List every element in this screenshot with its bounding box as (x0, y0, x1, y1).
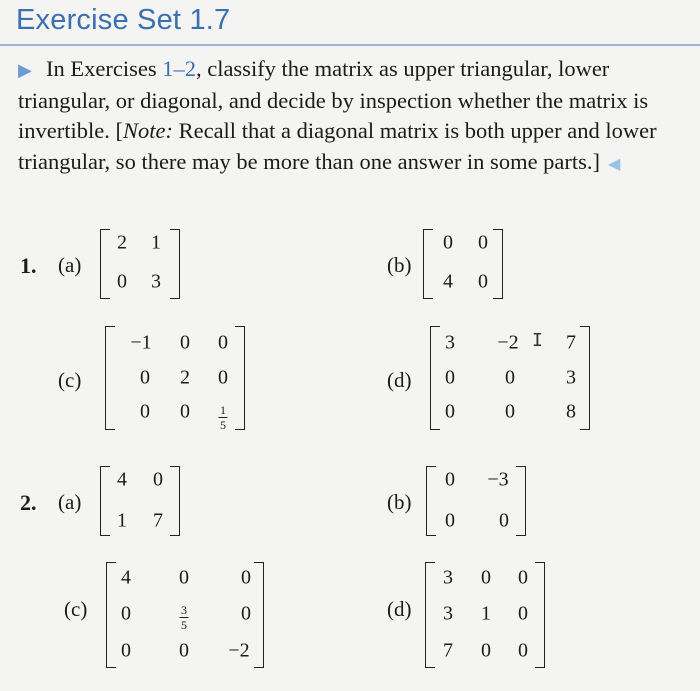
ex2-b-matrix (426, 466, 526, 536)
matrix-cell: 0 (218, 366, 228, 389)
play-triangle-icon[interactable]: ▶ (18, 60, 32, 80)
intro-before: In Exercises (46, 56, 163, 81)
matrix-cell: −2 (497, 331, 519, 354)
fraction-denominator: 5 (220, 418, 226, 432)
matrix-cell: 0 (140, 366, 150, 389)
matrix-cell: 0 (241, 566, 251, 589)
left-bracket (100, 466, 110, 536)
matrix-cell: 0 (445, 400, 455, 423)
matrix-cell: 0 (478, 270, 488, 293)
matrix-cell: 0 (505, 366, 515, 389)
ex1-c-label: (c) (58, 368, 82, 392)
matrix-fraction-cell (180, 597, 189, 631)
intro-after: , classify the matrix as upper triangular, lower triangular, or diagonal, and decide by inspection whether the matrix is invertible. [ (18, 56, 649, 143)
matrix-cell: 3 (443, 566, 453, 589)
instructions-paragraph (18, 54, 683, 180)
right-bracket (254, 562, 264, 668)
matrix-cell: 4 (121, 566, 131, 589)
matrix-cell: 0 (518, 566, 528, 589)
matrix-cell: 4 (443, 270, 453, 293)
matrix-cell: 3 (566, 366, 576, 389)
matrix-cell: 0 (518, 602, 528, 625)
left-bracket (423, 229, 433, 299)
ex2-a-matrix (100, 466, 180, 536)
left-bracket (100, 229, 110, 299)
exercise-range-link[interactable]: 1–2 (162, 56, 196, 81)
ex2-d-label: (d) (387, 597, 412, 621)
matrix-cell: 0 (180, 400, 190, 423)
matrix-cell: 4 (117, 468, 127, 491)
note-label: Note: (122, 118, 173, 143)
matrix-cell: 0 (505, 400, 515, 423)
matrix-cell: 0 (478, 231, 488, 254)
left-bracket (430, 326, 440, 430)
matrix-cell: 0 (481, 566, 491, 589)
ex2-b-label: (b) (387, 490, 412, 514)
matrix-cell: 2 (117, 231, 127, 254)
right-bracket (170, 466, 180, 536)
exercise-set-title: Exercise Set 1.7 (16, 4, 231, 36)
left-bracket (426, 466, 436, 536)
matrix-cell: 3 (151, 270, 161, 293)
ex1-b-matrix (423, 229, 503, 299)
left-bracket (106, 562, 116, 668)
title-divider (0, 44, 700, 46)
right-bracket (235, 326, 245, 430)
matrix-cell: 7 (443, 639, 453, 662)
left-bracket (105, 326, 115, 430)
text-cursor-icon: I (532, 330, 543, 351)
matrix-cell: 0 (179, 566, 189, 589)
fraction-numerator: 3 (181, 603, 187, 617)
matrix-cell: 3 (445, 331, 455, 354)
matrix-cell: 0 (481, 639, 491, 662)
ex2-a-label: (a) (58, 490, 82, 514)
right-bracket (493, 229, 503, 299)
fraction-numerator: 1 (220, 403, 226, 417)
ex1-d-label: (d) (387, 368, 412, 392)
matrix-cell: 0 (445, 366, 455, 389)
fraction-denominator: 5 (181, 618, 187, 632)
matrix-cell: 8 (566, 400, 576, 423)
matrix-cell: 7 (566, 331, 576, 354)
matrix-cell: 0 (518, 639, 528, 662)
ex2-d-matrix (425, 562, 545, 668)
matrix-cell: 1 (151, 231, 161, 254)
matrix-cell: 0 (445, 509, 455, 532)
matrix-cell: 7 (153, 509, 163, 532)
matrix-cell: −1 (130, 331, 152, 354)
matrix-cell: 0 (180, 331, 190, 354)
matrix-cell: 3 (443, 602, 453, 625)
right-bracket (170, 229, 180, 299)
right-bracket (535, 562, 545, 668)
exercise-2-number: 2. (20, 490, 37, 515)
matrix-cell: 0 (218, 331, 228, 354)
matrix-cell: 0 (241, 602, 251, 625)
right-bracket (580, 326, 590, 430)
matrix-cell: 0 (121, 602, 131, 625)
matrix-cell: 0 (117, 270, 127, 293)
fraction (180, 604, 189, 631)
matrix-cell: 0 (121, 639, 131, 662)
matrix-cell: 0 (443, 231, 453, 254)
matrix-cell: 1 (481, 602, 491, 625)
matrix-cell: 0 (179, 639, 189, 662)
note-text: Recall that a diagonal matrix is both upper and lower triangular, so there may be more than one answer in some parts.] (18, 118, 657, 174)
ex1-d-matrix (430, 326, 590, 430)
matrix-cell: 0 (499, 509, 509, 532)
right-bracket (516, 466, 526, 536)
ex1-a-matrix (100, 229, 180, 299)
matrix-cell: 2 (180, 366, 190, 389)
fraction (219, 404, 228, 431)
ex2-c-label: (c) (64, 597, 88, 621)
ex2-c-matrix (106, 562, 264, 668)
back-triangle-icon[interactable]: ◀ (608, 155, 621, 173)
matrix-fraction-cell (219, 397, 228, 431)
left-bracket (425, 562, 435, 668)
matrix-cell: −3 (487, 468, 509, 491)
ex1-a-label: (a) (58, 253, 82, 277)
matrix-cell: 0 (153, 468, 163, 491)
ex1-b-label: (b) (387, 253, 412, 277)
ex1-c-matrix (105, 326, 245, 430)
exercise-1-number: 1. (20, 253, 37, 278)
matrix-cell: 1 (117, 509, 127, 532)
matrix-cell: 0 (140, 400, 150, 423)
matrix-cell: 0 (445, 468, 455, 491)
matrix-cell: −2 (228, 639, 250, 662)
